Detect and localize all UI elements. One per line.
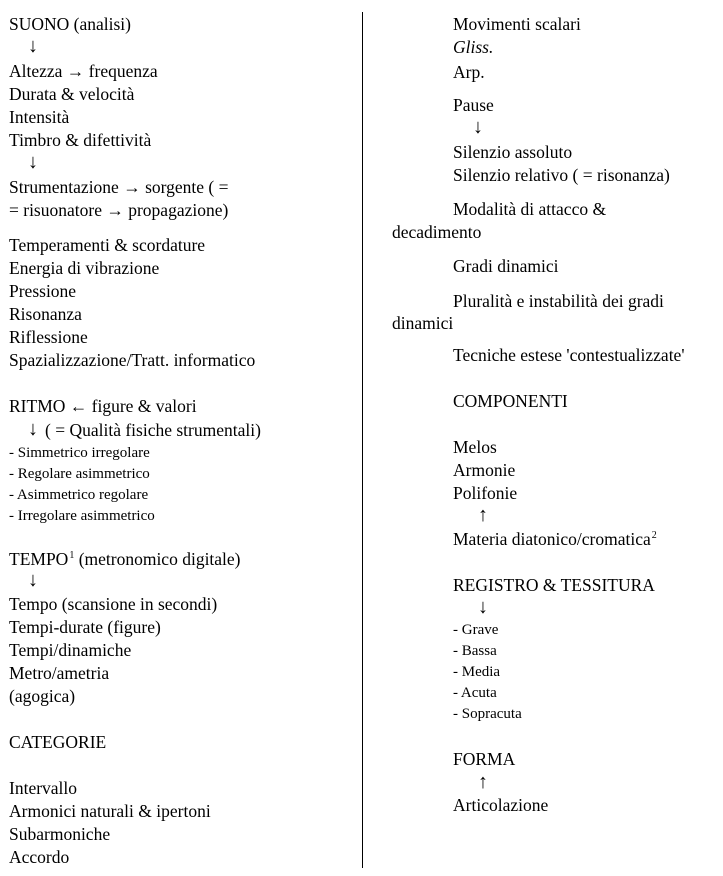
gliss-text: Gliss.	[453, 37, 494, 57]
column-divider	[362, 12, 363, 868]
materia-text: Materia diatonico/cromatica	[453, 529, 651, 549]
ritmo-item: - Irregolare asimmetrico	[9, 508, 155, 524]
suono-item: Intensità	[9, 107, 70, 127]
movimenti-item: Movimenti scalari	[453, 14, 581, 34]
categorie-item: Armonici naturali & ipertoni	[9, 801, 211, 821]
pluralita-line-2: dinamici	[392, 313, 454, 333]
ritmo-item: - Simmetrico irregolare	[9, 445, 150, 461]
categorie-item: Subarmoniche	[9, 824, 111, 844]
suono-item: Riflessione	[9, 327, 88, 347]
registro-item: - Sopracuta	[453, 706, 522, 722]
suono-item: Energia di vibrazione	[9, 258, 160, 278]
modalita-line-1: Modalità di attacco &	[453, 199, 607, 219]
suono-header: SUONO (analisi)	[9, 14, 131, 34]
strumentazione-line-1: Strumentazione → sorgente ( =	[9, 177, 229, 197]
suono-item: Temperamenti & scordature	[9, 235, 206, 255]
down-arrow-icon: ↓	[28, 35, 38, 57]
suono-item: Timbro & difettività	[9, 130, 152, 150]
suono-item: Pressione	[9, 281, 77, 301]
footnote-2: 2	[651, 530, 657, 541]
ritmo-note: ( = Qualità fisiche strumentali)	[45, 420, 261, 440]
suono-item: Risonanza	[9, 304, 82, 324]
down-arrow-icon: ↓	[28, 418, 38, 440]
tempo-item: Tempo (scansione in secondi)	[9, 594, 218, 614]
componenti-item: Polifonie	[453, 483, 518, 503]
forma-header: FORMA	[453, 749, 516, 769]
registro-item: - Acuta	[453, 685, 497, 701]
movimenti-item: Arp.	[453, 62, 485, 82]
categorie-item: Intervallo	[9, 778, 78, 798]
up-arrow-icon: ↑	[478, 771, 488, 793]
pause-label: Pause	[453, 95, 494, 115]
categorie-header: CATEGORIE	[9, 732, 107, 752]
tempo-item: Tempi-durate (figure)	[9, 617, 161, 637]
strumentazione-line-2: = risuonatore → propagazione)	[9, 200, 229, 220]
down-arrow-icon: ↓	[28, 569, 38, 591]
suono-item: Altezza → frequenza	[9, 61, 158, 81]
categorie-item: Accordo	[9, 847, 70, 867]
componenti-item: Armonie	[453, 460, 516, 480]
down-arrow-icon: ↓	[28, 151, 38, 173]
ritmo-item: - Regolare asimmetrico	[9, 466, 150, 482]
tecniche-estese: Tecniche estese 'contestualizzate'	[453, 345, 685, 365]
silenzio-item: Silenzio assoluto	[453, 142, 573, 162]
tempo-item: Tempi/dinamiche	[9, 640, 132, 660]
registro-item: - Media	[453, 664, 501, 680]
down-arrow-icon: ↓	[478, 596, 488, 618]
gradi-dinamici: Gradi dinamici	[453, 256, 559, 276]
pluralita-line-1: Pluralità e instabilità dei gradi	[453, 291, 664, 311]
tempo-item: Metro/ametria	[9, 663, 110, 683]
materia-item	[453, 529, 657, 553]
up-arrow-icon: ↑	[478, 504, 488, 526]
articolazione-item: Articolazione	[453, 795, 549, 815]
ritmo-item: - Asimmetrico regolare	[9, 487, 149, 503]
silenzio-item: Silenzio relativo ( = risonanza)	[453, 165, 670, 185]
registro-item: - Grave	[453, 622, 499, 638]
suono-item: Spazializzazione/Tratt. informatico	[9, 350, 256, 370]
registro-header: REGISTRO & TESSITURA	[453, 575, 655, 595]
registro-item: - Bassa	[453, 643, 497, 659]
modalita-line-2: decadimento	[392, 222, 482, 242]
tempo-header-rest: (metronomico digitale)	[74, 549, 241, 569]
suono-item: Durata & velocità	[9, 84, 135, 104]
componenti-item: Melos	[453, 437, 497, 457]
tempo-header	[9, 549, 241, 573]
ritmo-header: RITMO ← figure & valori	[9, 396, 197, 416]
tempo-header-main: TEMPO	[9, 549, 69, 569]
footnote-1: 1	[69, 550, 75, 561]
tempo-item: (agogica)	[9, 686, 76, 706]
componenti-header: COMPONENTI	[453, 391, 568, 411]
movimenti-item	[453, 37, 493, 57]
down-arrow-icon: ↓	[473, 116, 483, 138]
